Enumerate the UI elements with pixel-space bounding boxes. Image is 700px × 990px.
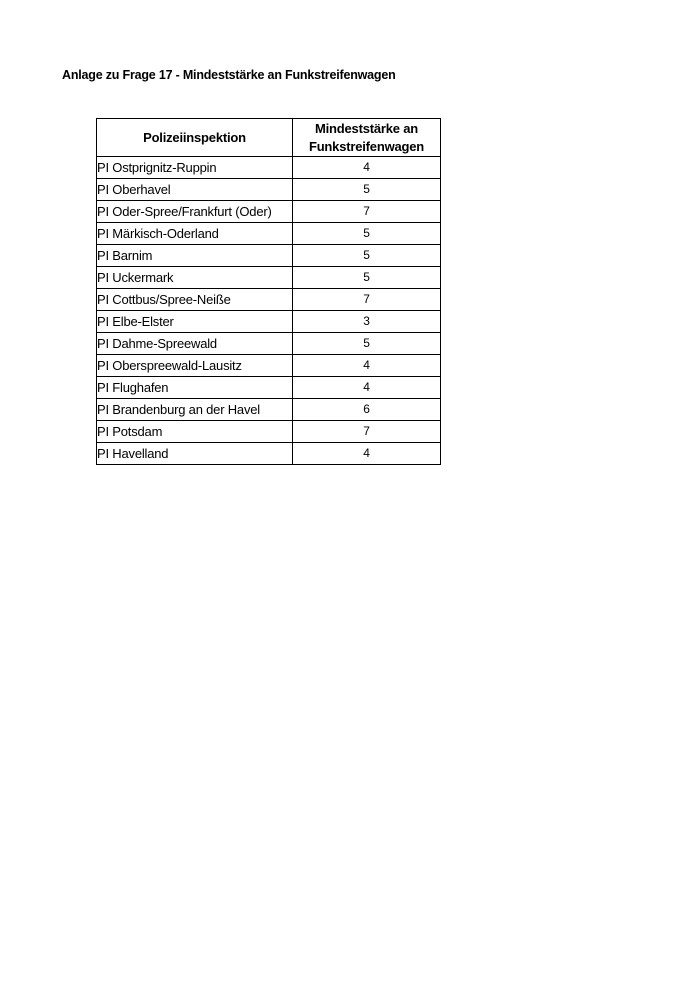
header-mindeststaerke: Mindeststärke an Funkstreifenwagen (293, 119, 441, 157)
table-row (97, 377, 441, 399)
table-row (97, 355, 441, 377)
table-row (97, 311, 441, 333)
row-value-cell: 6 (293, 399, 441, 421)
table-row (97, 421, 441, 443)
table-row (97, 201, 441, 223)
row-name-cell: PI Ostprignitz-Ruppin (97, 157, 293, 179)
row-value-cell: 3 (293, 311, 441, 333)
header-polizeiinspektion: Polizeiinspektion (97, 119, 293, 157)
table-row (97, 223, 441, 245)
table-header-row (97, 119, 441, 157)
row-name-cell: PI Oder-Spree/Frankfurt (Oder) (97, 201, 293, 223)
table-row (97, 333, 441, 355)
table-row (97, 267, 441, 289)
table-row (97, 157, 441, 179)
table-row (97, 179, 441, 201)
row-value-cell: 4 (293, 355, 441, 377)
table-row (97, 245, 441, 267)
row-value-cell: 5 (293, 245, 441, 267)
row-name-cell: PI Oberhavel (97, 179, 293, 201)
row-name-cell: PI Dahme-Spreewald (97, 333, 293, 355)
page-title: Anlage zu Frage 17 - Mindeststärke an Funkstreifenwagen (62, 68, 396, 82)
row-value-cell: 4 (293, 377, 441, 399)
row-name-cell: PI Potsdam (97, 421, 293, 443)
row-value-cell: 7 (293, 289, 441, 311)
row-value-cell: 5 (293, 179, 441, 201)
row-value-cell: 5 (293, 267, 441, 289)
table-row (97, 399, 441, 421)
row-value-cell: 5 (293, 223, 441, 245)
table-row (97, 289, 441, 311)
row-value-cell: 4 (293, 157, 441, 179)
row-name-cell: PI Oberspreewald-Lausitz (97, 355, 293, 377)
row-value-cell: 5 (293, 333, 441, 355)
row-name-cell: PI Cottbus/Spree-Neiße (97, 289, 293, 311)
row-name-cell: PI Flughafen (97, 377, 293, 399)
row-name-cell: PI Märkisch-Oderland (97, 223, 293, 245)
row-value-cell: 4 (293, 443, 441, 465)
row-value-cell: 7 (293, 201, 441, 223)
row-name-cell: PI Barnim (97, 245, 293, 267)
row-name-cell: PI Elbe-Elster (97, 311, 293, 333)
row-name-cell: PI Uckermark (97, 267, 293, 289)
table-row (97, 443, 441, 465)
data-table (96, 118, 441, 465)
row-name-cell: PI Brandenburg an der Havel (97, 399, 293, 421)
row-name-cell: PI Havelland (97, 443, 293, 465)
row-value-cell: 7 (293, 421, 441, 443)
